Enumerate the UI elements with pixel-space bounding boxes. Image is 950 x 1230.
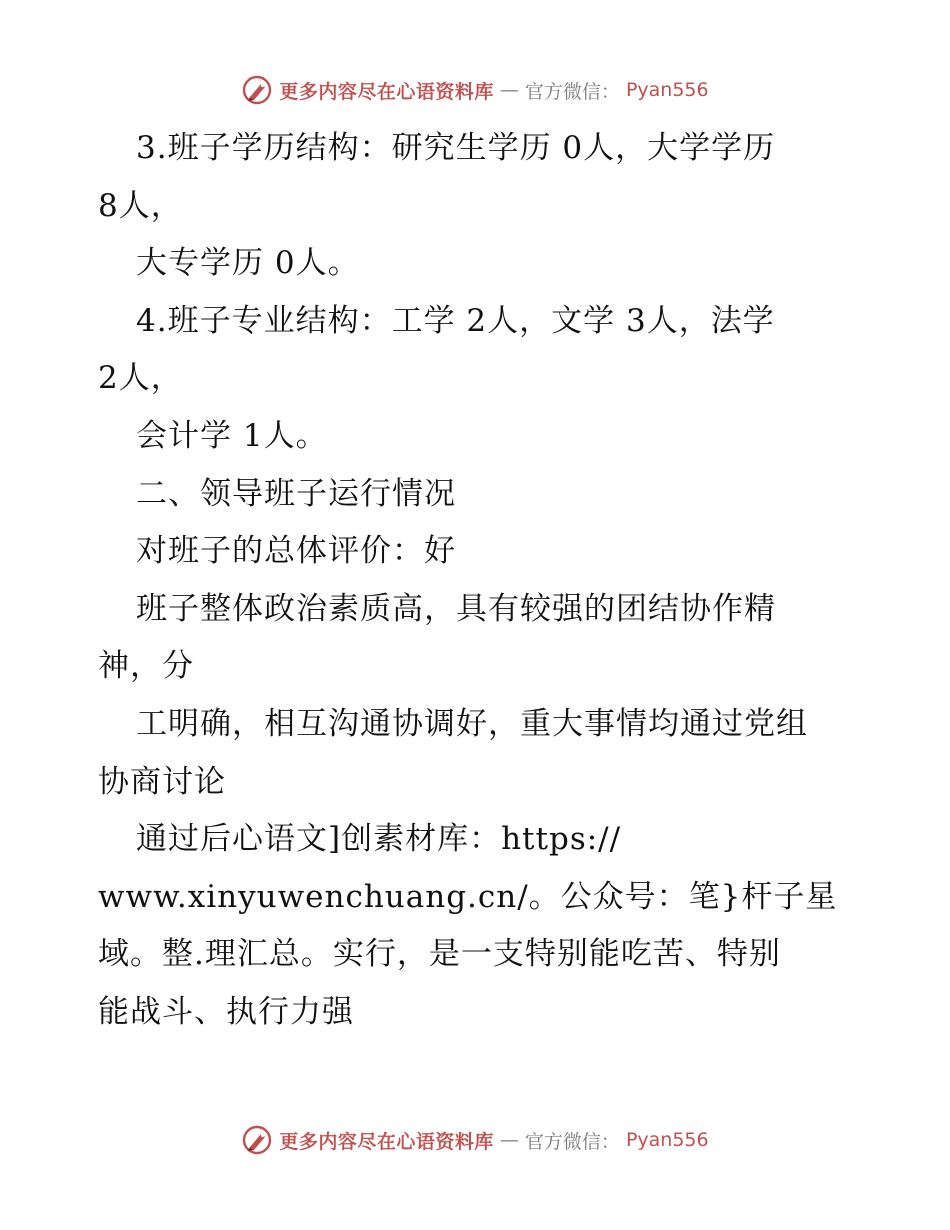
header-watermark	[0, 70, 950, 110]
text-line: 8人，	[98, 187, 183, 224]
text-line: 4.班子专业结构：工学 2人，文学 3人，法学	[136, 302, 775, 339]
watermark-separator: —	[499, 1129, 519, 1151]
text-line: 通过后心语文]创素材库：https://	[136, 821, 622, 858]
document-body	[98, 120, 868, 1042]
text-line: 会计学 1人。	[136, 417, 328, 454]
text-line: 工明确，相互沟通协调好，重大事情均通过党组	[136, 705, 808, 742]
text-line: 协商讨论	[98, 763, 226, 800]
watermark-wechat-label: 官方微信：	[524, 1130, 620, 1153]
watermark-separator: —	[499, 79, 519, 101]
text-line: 3.班子学历结构：研究生学历 0人，大学学历	[136, 130, 776, 166]
text-line: 域。整.理汇总。实行，是一支特别能吃苦、特别	[98, 936, 781, 973]
watermark-wechat-id: Pyan556	[625, 79, 709, 101]
text-line: 对班子的总体评价：好	[136, 533, 456, 570]
text-line: 2人，	[98, 360, 183, 397]
pen-logo-icon	[241, 1124, 273, 1156]
watermark-wechat-label: 官方微信：	[524, 80, 620, 103]
text-line: 大专学历 0人。	[136, 245, 360, 282]
watermark-group	[241, 74, 708, 106]
text-line: www.xinyuwenchuang.cn/。公众号：笔}杆子星	[98, 878, 838, 915]
text-line: 二、领导班子运行情况	[136, 475, 456, 512]
watermark-group	[241, 1124, 708, 1156]
footer-watermark	[0, 1120, 950, 1160]
watermark-title: 更多内容尽在心语资料库	[279, 80, 494, 103]
watermark-title: 更多内容尽在心语资料库	[279, 1130, 494, 1153]
text-line: 能战斗、执行力强	[98, 993, 354, 1030]
watermark-wechat-id: Pyan556	[625, 1129, 709, 1151]
text-line: 班子整体政治素质高，具有较强的团结协作精	[136, 590, 776, 627]
pen-logo-icon	[241, 74, 273, 106]
text-line: 神，分	[98, 648, 194, 685]
